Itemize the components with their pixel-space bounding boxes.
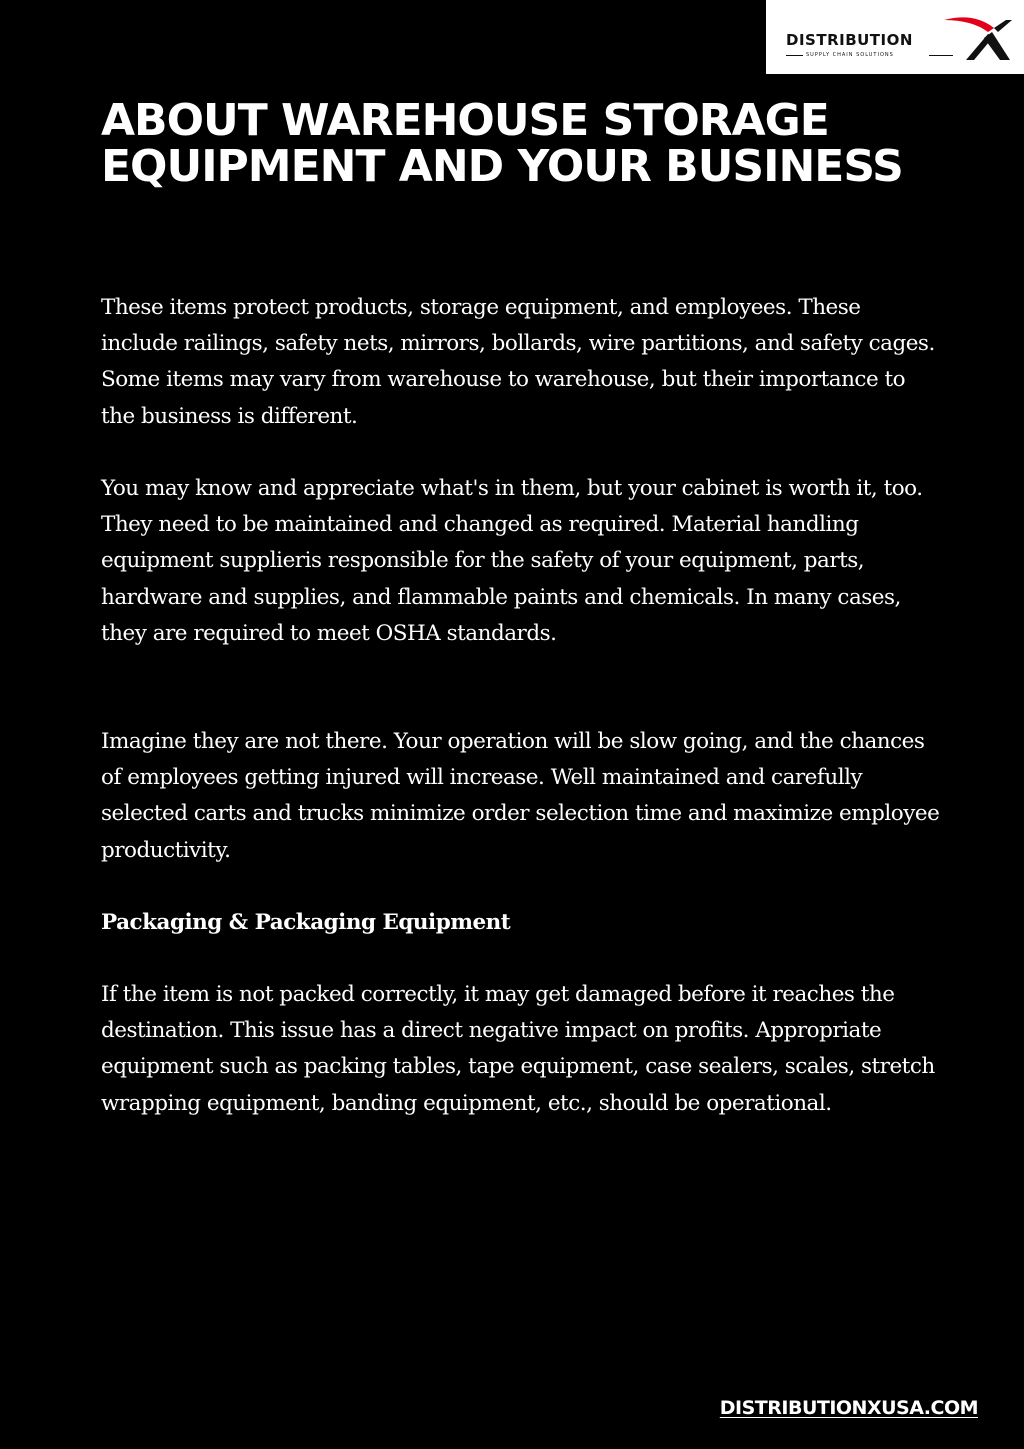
- brand-logo: [766, 0, 1024, 74]
- page-title-line-1: ABOUT WAREHOUSE STORAGE: [101, 95, 829, 146]
- body-paragraph-1: These items protect products, storage equipment, and employees. These include railings, safety nets, mirrors, bollards, wire partitions, and safety cages. Some items may vary from warehouse to warehouse, but their importance to the business is different.: [101, 295, 935, 429]
- section-subheading: Packaging & Packaging Equipment: [101, 910, 511, 935]
- logo-x-mark-icon: [944, 14, 1014, 62]
- footer-website-link[interactable]: DISTRIBUTIONXUSA.COM: [719, 1397, 978, 1419]
- body-paragraph-4: If the item is not packed correctly, it may get damaged before it reaches the destination. This issue has a direct negative impact on profits. Appropriate equipment such as packing tables, tape equipment, case sealers, scales, stretch wrapping equipment, banding equipment, etc., should be operational.: [101, 982, 935, 1116]
- logo-wordmark: DISTRIBUTION: [786, 31, 913, 49]
- logo-rule-left: [786, 55, 803, 56]
- body-paragraph-3: Imagine they are not there. Your operation will be slow going, and the chances of employees getting injured will increase. Well maintained and carefully selected carts and trucks minimize order selection time and maximize employee productivity.: [101, 729, 940, 863]
- body-paragraph-2: You may know and appreciate what's in them, but your cabinet is worth it, too. They need to be maintained and changed as required. Material handling equipment supplieris responsible for the safety of your equipment, parts, hardware and supplies, and flammable paints and chemicals. In many cases, they are required to meet OSHA standards.: [101, 476, 923, 646]
- page-title: [101, 95, 961, 192]
- logo-tagline: SUPPLY CHAIN SOLUTIONS: [806, 52, 894, 58]
- page-title-line-2: EQUIPMENT AND YOUR BUSINESS: [101, 141, 903, 192]
